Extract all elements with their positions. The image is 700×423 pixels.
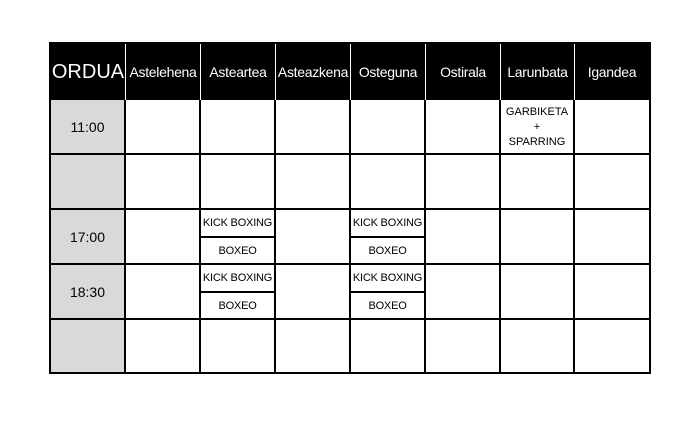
- slot-cell: [501, 155, 575, 210]
- slot-cell: [351, 155, 426, 210]
- header-time-label: ORDUA: [51, 44, 126, 100]
- slot-cell: [276, 210, 351, 265]
- time-cell: 18:30: [51, 265, 126, 320]
- time-cell: [51, 320, 126, 372]
- class-label: GARBIKETA: [505, 106, 569, 118]
- slot-cell-thursday: [351, 210, 426, 265]
- table-row: [51, 155, 649, 210]
- slot-cell: [276, 320, 351, 372]
- table-header: [51, 44, 649, 100]
- header-day-wednesday: Asteazkena: [276, 44, 351, 100]
- slot-cell-saturday: [501, 100, 575, 155]
- slot-cell: [426, 100, 501, 155]
- slot-cell: [126, 320, 201, 372]
- class-kick-boxing: KICK BOXING: [351, 210, 424, 238]
- slot-cell: [201, 320, 276, 372]
- header-day-thursday: Osteguna: [351, 44, 426, 100]
- slot-cell: [276, 265, 351, 320]
- class-kick-boxing: KICK BOXING: [201, 265, 274, 293]
- header-day-friday: Ostirala: [426, 44, 501, 100]
- class-boxeo: BOXEO: [218, 244, 257, 257]
- slot-cell: [575, 210, 649, 265]
- slot-cell: [501, 210, 575, 265]
- slot-cell: [276, 100, 351, 155]
- header-day-tuesday: Asteartea: [201, 44, 276, 100]
- slot-cell: [575, 320, 649, 372]
- slot-cell: [126, 155, 201, 210]
- class-boxeo: BOXEO: [368, 299, 407, 312]
- time-cell: [51, 155, 126, 210]
- slot-cell: [351, 320, 426, 372]
- slot-cell: [426, 155, 501, 210]
- slot-cell: [201, 155, 276, 210]
- class-label: SPARRING: [508, 136, 566, 148]
- time-cell: 17:00: [51, 210, 126, 265]
- slot-cell: [501, 320, 575, 372]
- schedule-table: [49, 42, 651, 374]
- slot-cell: [276, 155, 351, 210]
- slot-cell: [201, 100, 276, 155]
- slot-cell: [426, 265, 501, 320]
- slot-cell: [501, 265, 575, 320]
- header-day-saturday: Larunbata: [501, 44, 575, 100]
- class-kick-boxing: KICK BOXING: [351, 265, 424, 293]
- table-row: [51, 100, 649, 155]
- slot-cell: [351, 100, 426, 155]
- slot-cell: [126, 210, 201, 265]
- class-boxeo: BOXEO: [368, 244, 407, 257]
- slot-cell: [575, 100, 649, 155]
- table-row: [51, 265, 649, 320]
- class-boxeo: BOXEO: [218, 299, 257, 312]
- table-row: [51, 320, 649, 372]
- slot-cell-thursday: [351, 265, 426, 320]
- time-cell: 11:00: [51, 100, 126, 155]
- table-row: [51, 210, 649, 265]
- slot-cell: [126, 265, 201, 320]
- slot-cell: [426, 320, 501, 372]
- header-day-monday: Astelehena: [126, 44, 201, 100]
- class-label: +: [533, 121, 541, 133]
- slot-cell: [575, 155, 649, 210]
- class-kick-boxing: KICK BOXING: [201, 210, 274, 238]
- header-day-sunday: Igandea: [587, 64, 637, 80]
- slot-cell: [126, 100, 201, 155]
- slot-cell-tuesday: [201, 265, 276, 320]
- slot-cell: [575, 265, 649, 320]
- slot-cell: [426, 210, 501, 265]
- class-entry: [501, 105, 573, 150]
- slot-cell-tuesday: [201, 210, 276, 265]
